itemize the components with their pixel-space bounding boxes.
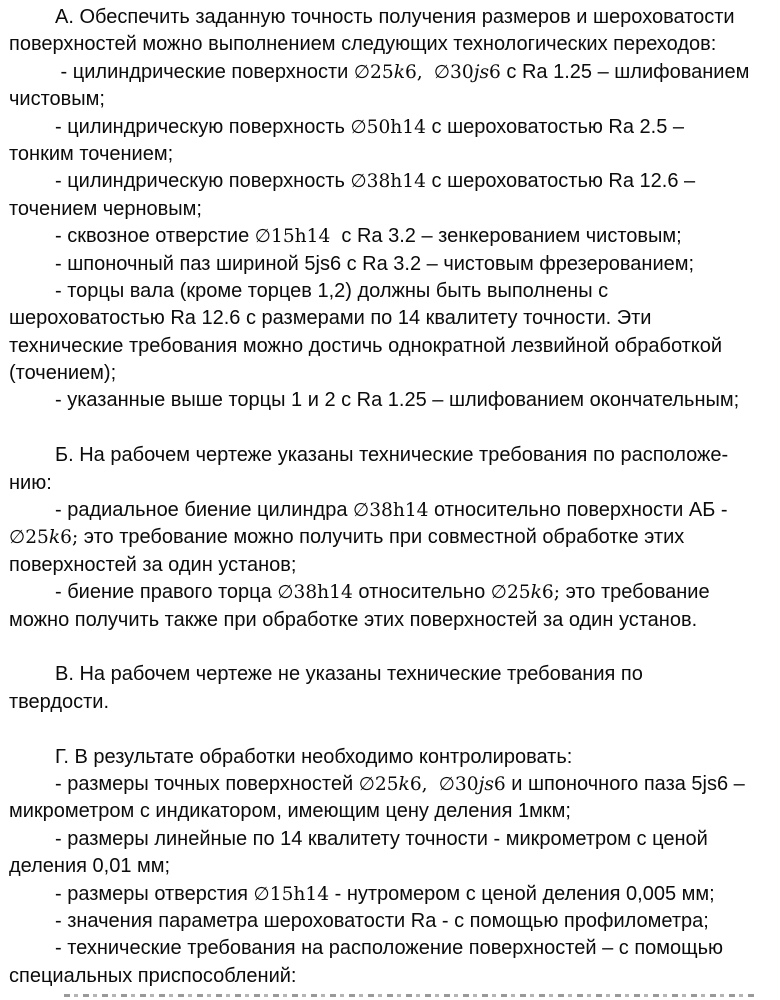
text-line [9, 908, 770, 935]
text-run: - нутромером с ценой деления 0,005 мм; [329, 882, 715, 905]
text-run: (точением); [9, 362, 117, 385]
text-run: - сквозное отверстие [55, 225, 255, 248]
text-run: - цилиндрическую поверхность [55, 115, 351, 138]
text-run: ∅15h14 [254, 226, 331, 248]
text-line [9, 86, 770, 113]
text-line [9, 771, 770, 798]
text-run: - технические требования на расположение поверхностей – с помощью [55, 937, 724, 960]
text-line [9, 141, 770, 168]
text-run: 6; [60, 527, 79, 549]
text-run: 6; [541, 582, 561, 604]
text-run: - радиальное биение цилиндра [55, 499, 353, 522]
text-line [9, 4, 770, 31]
text-line [9, 470, 770, 497]
text-run: - цилиндрическую поверхность [55, 170, 351, 193]
text-line [9, 59, 770, 86]
text-run: твердости. [9, 690, 110, 713]
text-run: и шпоночного паза 5js6 – [505, 772, 745, 795]
text-run: ∅30 [433, 61, 474, 83]
text-run: ∅50h14 [350, 116, 426, 138]
text-run: - торцы вала (кроме торцев 1,2) должны быть выполнены с [55, 279, 609, 302]
text-line [9, 881, 770, 908]
text-line [9, 579, 770, 606]
text-run: - значения параметра шероховатости Ra - с помощью профилометра; [55, 909, 709, 932]
text-line [9, 360, 770, 387]
text-line [9, 442, 770, 469]
blank-line [9, 634, 770, 661]
text-line [9, 607, 770, 634]
text-run: с Ra 3.2 – зенкерованием чистовым; [330, 225, 682, 248]
text-run: В. На рабочем чертеже не указаны технические требования по [55, 663, 643, 686]
text-line [9, 31, 770, 58]
text-run: А. Обеспечить заданную точность получения размеров и шероховатости [55, 6, 735, 28]
text-run: 6 [493, 773, 506, 795]
text-run: ∅38h14 [350, 171, 426, 193]
text-run: ∅38h14 [277, 582, 353, 604]
text-run: - цилиндрические поверхности [55, 60, 354, 83]
text-run: js [473, 61, 490, 83]
text-run: Г. В результате обработки необходимо контролировать: [55, 745, 573, 768]
text-run: с Ra 1.25 – шлифованием [500, 60, 750, 83]
text-line [9, 744, 770, 771]
text-run: ∅25 [358, 773, 399, 795]
text-line [9, 552, 770, 579]
text-run: технические требования можно достичь однократной лезвийной обработкой [9, 334, 723, 357]
text-run: - размеры отверстия [55, 882, 254, 905]
text-run: 6, [404, 61, 423, 83]
text-run: микрометром с индикатором, имеющим цену деления 1мкм; [9, 800, 571, 823]
text-run: 6 [489, 61, 501, 83]
text-run: с шероховатостью Ra 2.5 – [425, 115, 685, 138]
text-run: ∅25 [9, 527, 49, 549]
text-line [9, 114, 770, 141]
blank-line [9, 415, 770, 442]
text-line [9, 387, 770, 414]
text-run: k [393, 61, 405, 83]
text-line [9, 251, 770, 278]
text-run: ∅25 [353, 61, 394, 83]
text-line [9, 963, 770, 990]
text-run: это требование [560, 581, 710, 604]
text-line [9, 223, 770, 250]
text-run: специальных приспособлений: [9, 964, 297, 987]
text-run: чистовым; [9, 88, 105, 111]
text-run: поверхностей можно выполнением следующих технологических переходов: [9, 33, 717, 56]
text-line [9, 168, 770, 195]
text-run: - шпоночный паз шириной 5js6 с Ra 3.2 – чистовым фрезерованием; [55, 252, 695, 275]
text-run: тонким точением; [9, 142, 174, 165]
text-run: - размеры точных поверхностей [55, 772, 359, 795]
text-run: шероховатостью Ra 12.6 с размерами по 14 квалитету точности. Эти [9, 307, 652, 330]
text-run: ∅30 [438, 773, 479, 795]
text-run: это требование можно получить при совместной обработке этих [78, 526, 685, 549]
text-run: k [398, 773, 410, 795]
text-run: относительно поверхности АБ - [428, 499, 728, 522]
blank-line [9, 716, 770, 743]
text-run: - размеры линейные по 14 квалитету точности - микрометром с ценой [55, 827, 708, 850]
text-run: - указанные выше торцы 1 и 2 с Ra 1.25 – шлифованием окончательным; [55, 389, 740, 412]
text-line [9, 278, 770, 305]
text-line [9, 497, 770, 524]
text-run: деления 0,01 мм; [9, 855, 171, 878]
text-run: можно получить также при обработке этих поверхностей за один установ. [9, 608, 698, 631]
text-run: k [48, 527, 61, 549]
text-line [9, 935, 770, 962]
text-run: - биение правого торца [55, 581, 278, 604]
text-run: ∅15h14 [253, 883, 330, 905]
text-line [9, 853, 770, 880]
text-run: Б. На рабочем чертеже указаны технические требования по расположе- [55, 444, 729, 467]
text-run: относительно [352, 581, 491, 604]
text-run [428, 773, 439, 795]
text-line [9, 196, 770, 223]
text-line [9, 333, 770, 360]
text-run: поверхностей за один установ; [9, 553, 297, 576]
text-run: ∅38h14 [353, 500, 429, 522]
text-run: 6, [409, 773, 428, 795]
text-line [9, 826, 770, 853]
text-run: ∅25 [490, 582, 531, 604]
clipped-bottom-line [64, 994, 756, 997]
text-line [9, 689, 770, 716]
text-run: js [478, 773, 494, 795]
text-run [423, 61, 434, 83]
text-line [9, 798, 770, 825]
text-run: k [530, 582, 542, 604]
text-line [9, 524, 770, 551]
text-run: с шероховатостью Ra 12.6 – [425, 170, 696, 193]
text-run: точением черновым; [9, 197, 202, 220]
text-line [9, 305, 770, 332]
text-run: нию: [9, 471, 52, 494]
text-line [9, 661, 770, 688]
